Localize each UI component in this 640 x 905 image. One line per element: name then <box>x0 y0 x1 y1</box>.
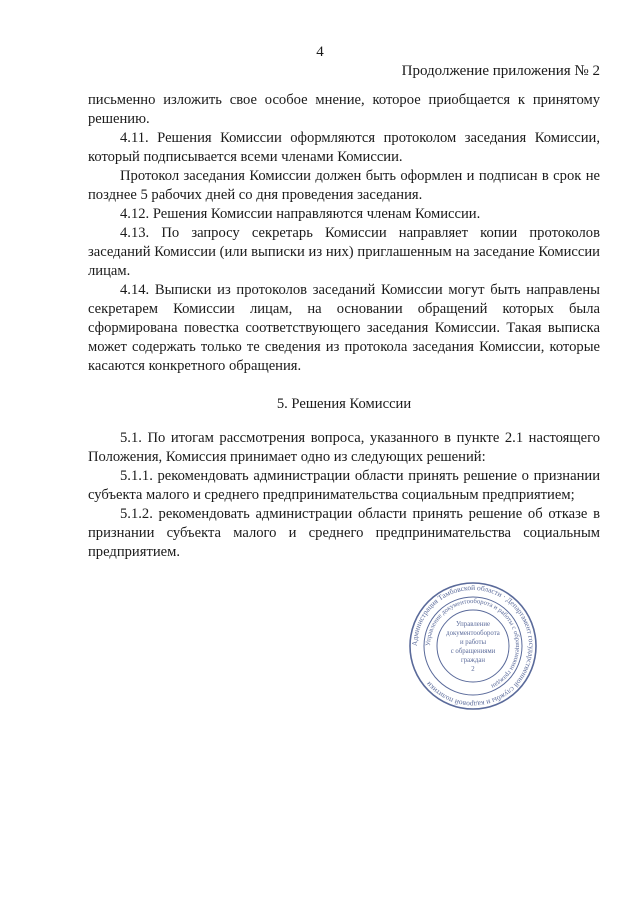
document-body <box>88 91 600 562</box>
paragraph-5-1-1: 5.1.1. рекомендовать администрации области принять решение о признании субъекта малого и среднего предпринимательства социальным предприятием; <box>88 468 600 503</box>
stamp-center-line: 2 <box>471 666 475 673</box>
paragraph-4-14: 4.14. Выписки из протоколов заседаний Комиссии могут быть направлены секретарем Комиссии лицам, на основании обращений которых была сформирована повестка соответствующего заседания Комиссии. Такая выписка может содержать только те сведения из протокола заседания Комиссии, которые касаются конкретного обращения. <box>88 282 600 374</box>
stamp-center-line: Управление <box>455 621 491 628</box>
paragraph-4-11: 4.11. Решения Комиссии оформляются протоколом заседания Комиссии, который подписывается всеми членами Комиссии. <box>88 130 600 165</box>
official-stamp-icon <box>407 580 539 712</box>
page-number: 4 <box>316 44 324 60</box>
stamp-center-line: и работы <box>459 639 487 646</box>
section-heading-5: 5. Решения Комиссии <box>276 396 412 412</box>
stamp-outer-ring-text: Администрация Тамбовской области · Департамент государственной службы и кадровой политики <box>409 582 537 710</box>
stamp-center-line: документооборота <box>446 630 500 637</box>
paragraph-5-1-2: 5.1.2. рекомендовать администрации области принять решение об отказе в признании субъекта малого и среднего предпринимательства социальным предприятием. <box>88 506 600 560</box>
paragraph-4-11-protocol: Протокол заседания Комиссии должен быть оформлен и подписан в срок не позднее 5 рабочих дней со дня проведения заседания. <box>88 168 600 203</box>
paragraph-continuation: письменно изложить свое особое мнение, которое приобщается к принятому решению. <box>88 92 600 127</box>
stamp-inner-ring-text: Управление документооборота и работы с обращениями граждан <box>424 597 522 690</box>
paragraph-4-13: 4.13. По запросу секретарь Комиссии направляет копии протоколов заседаний Комиссии (или выписки из них) приглашенным на заседание Комиссии лицам. <box>88 225 600 279</box>
stamp-center-line: граждан <box>460 657 486 664</box>
paragraph-4-12: 4.12. Решения Комиссии направляются членам Комиссии. <box>120 206 481 222</box>
appendix-note: Продолжение приложения № 2 <box>401 63 600 79</box>
paragraph-5-1: 5.1. По итогам рассмотрения вопроса, указанного в пункте 2.1 настоящего Положения, Комиссия принимает одно из следующих решений: <box>88 430 600 465</box>
stamp-center-line: с обращениями <box>450 648 496 655</box>
